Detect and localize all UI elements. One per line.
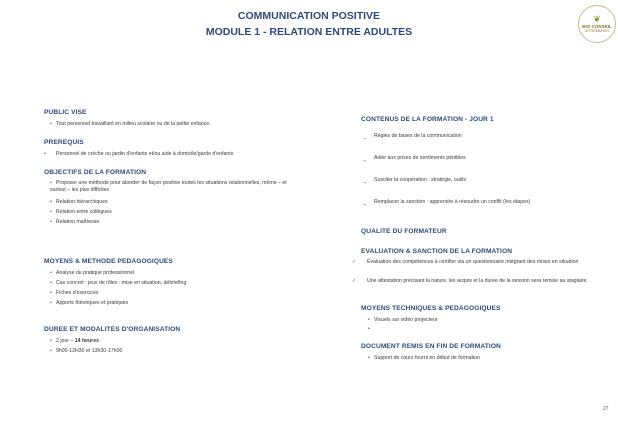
- list-item: Susciter la coopération : stratégie, outils: [374, 177, 466, 183]
- check-icon: ✓: [352, 278, 357, 284]
- list-item: Règles de bases de la communication: [374, 133, 462, 139]
- logo-line2: & FORMATION: [585, 29, 609, 33]
- objectifs-title: OBJECTIFS DE LA FORMATION: [44, 169, 147, 176]
- leaf-icon: ❦: [593, 14, 601, 24]
- contenus-title: CONTENUS DE LA FORMATION - JOUR 1: [361, 116, 494, 123]
- arrow-icon: →: [361, 201, 368, 208]
- doc-title: DOCUMENT REMIS EN FIN DE FORMATION: [361, 343, 501, 350]
- prereq-title: PREREQUIS: [44, 139, 84, 146]
- moyens-title: MOYENS & METHODE PEDAGOGIQUES: [44, 258, 173, 265]
- list-item: • Relation maîtresse.: [50, 219, 101, 225]
- arrow-icon: →: [361, 157, 368, 164]
- list-item: • Proposer une méthode pour aborder de façon positive toutes les situations relationnelles, même – et surtout – les plus difficiles: [50, 180, 287, 193]
- moyens-tech-title: MOYENS TECHNIQUES & PEDAGOGIQUES: [361, 305, 501, 312]
- list-item: ✓ Une attestation précisant la nature, les acquis et la durée de la session sera remise au stagiaire.: [352, 278, 588, 284]
- list-item: • Visuels sur vidéo projecteur: [368, 317, 438, 323]
- page-subtitle: MODULE 1 - RELATION ENTRE ADULTES: [205, 26, 413, 38]
- list-item: • Tout personnel travaillant en milieu scolaire ou de la petite enfance.: [50, 121, 211, 127]
- page-number: 27: [603, 406, 609, 412]
- list-item: •: [368, 326, 370, 332]
- eval-title: EVALUATION & SANCTION DE LA FORMATION: [361, 248, 513, 255]
- check-icon: ✓: [352, 259, 357, 265]
- page-title: COMMUNICATION POSITIVE: [237, 10, 381, 22]
- logo-line1: BIO CONSEIL: [582, 24, 612, 29]
- list-item: • Relation hiérarchiques: [50, 199, 108, 205]
- list-item: • Personnel de crèche ou jardin d'enfants et/ou aide à domicile/garde d'enfants: [44, 151, 234, 157]
- public-title: PUBLIC VISE: [44, 109, 87, 116]
- list-item: • Apports théoriques et pratiques: [50, 300, 129, 306]
- company-logo: [578, 5, 616, 43]
- list-item: • Relation entre collègues: [50, 209, 112, 215]
- list-item: • 9h00-12H30 et 13h30-17h00: [50, 348, 123, 354]
- list-item: • Support de cours fourni en début de formation: [368, 355, 480, 361]
- arrow-icon: →: [361, 179, 368, 186]
- qualite-title: QUALITE DU FORMATEUR: [361, 228, 447, 235]
- list-item: • Analyse du pratique professionnel: [50, 270, 135, 276]
- list-item: ✓ Évaluation des compétences à certifier via un questionnaire intégrant des mises en situation: [352, 259, 579, 265]
- list-item: • Fiches d'exercices: [50, 290, 99, 296]
- arrow-icon: →: [361, 135, 368, 142]
- list-item: Remplacer la sanction : apprendre à résoudre un conflit (les étapes): [374, 199, 531, 205]
- list-item: • Cas concret : jeux de rôles : mise en situation, débriefing: [50, 280, 187, 286]
- list-item: Aider aux prises de sentiments pénibles: [374, 155, 466, 161]
- list-item: • 2 jour – 14 heures: [50, 338, 99, 344]
- duree-title: DUREE ET MODALITES D'ORGANISATION: [44, 326, 181, 333]
